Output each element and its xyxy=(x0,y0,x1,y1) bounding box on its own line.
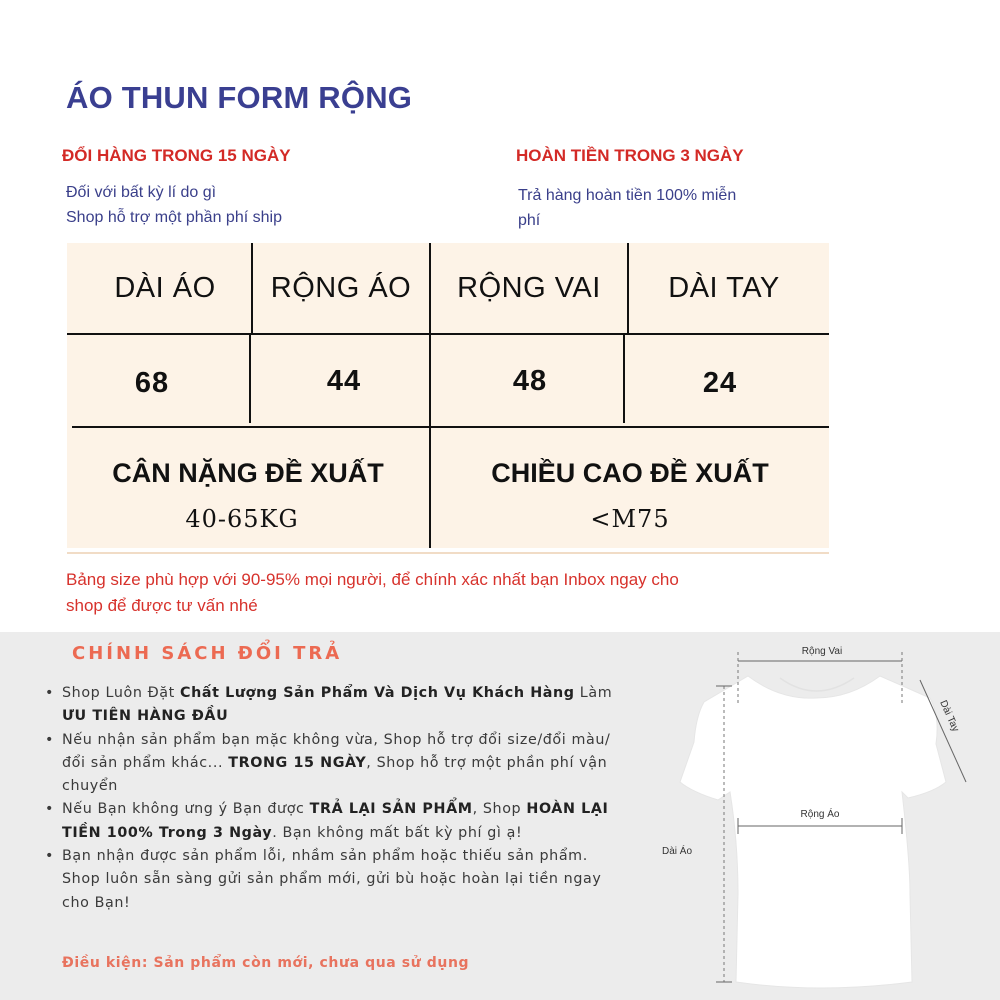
refund-line-1: Trả hàng hoàn tiền 100% miễn xyxy=(518,187,737,204)
list-item xyxy=(43,729,613,799)
bullet: • xyxy=(45,731,55,748)
collar-line xyxy=(780,678,854,691)
length-label: Dài Áo xyxy=(662,846,693,857)
weight-label: CÂN NẶNG ĐỀ XUẤT xyxy=(112,457,384,488)
table-divider xyxy=(72,426,829,428)
policy-text: Shop Luôn Đặt xyxy=(62,685,181,701)
header-sleeve-length: DÀI TAY xyxy=(668,271,780,304)
header-shoulder-width: RỘNG VAI xyxy=(457,271,601,304)
list-item xyxy=(43,682,613,729)
list-item xyxy=(43,798,613,845)
size-table xyxy=(67,243,829,548)
height-label: CHIỀU CAO ĐỀ XUẤT xyxy=(491,457,769,488)
bullet: • xyxy=(45,801,55,818)
page-title: ÁO THUN FORM RỘNG xyxy=(66,80,413,115)
refund-text xyxy=(518,183,736,233)
value-shoulder-width: 48 xyxy=(512,364,548,397)
table-divider xyxy=(67,333,829,335)
policy-text: Làm xyxy=(574,685,613,701)
policy-bold: Chất Lượng Sản Phẩm Và Dịch Vụ Khách Hàng xyxy=(180,685,575,701)
value-length: 68 xyxy=(134,366,170,399)
weight-value: 40-65KG xyxy=(185,505,299,533)
policy-text: . Bạn không mất bất kỳ phí gì ạ! xyxy=(272,824,523,841)
tshirt-icon xyxy=(680,676,946,988)
chest-label: Rộng Áo xyxy=(800,809,840,820)
policy-bold: TRONG 15 NGÀY xyxy=(228,754,367,771)
header-chest-width: RỘNG ÁO xyxy=(270,271,412,304)
policy-list xyxy=(43,682,613,915)
shoulder-label: Rộng Vai xyxy=(801,646,843,657)
tshirt-size-diagram xyxy=(640,632,980,1000)
refund-line-2: phí xyxy=(518,212,541,229)
policy-bold: HOÀN LẠI TIỀN 100% Trong 3 Ngày xyxy=(62,801,609,841)
size-note-line-1: Bảng size phù hợp với 90-95% mọi người, để chính xác nhất bạn Inbox ngay cho xyxy=(66,570,679,589)
policy-text: , Shop hỗ trợ một phần phí vận chuyển xyxy=(62,754,608,795)
divider xyxy=(67,552,829,554)
header-length: DÀI ÁO xyxy=(114,271,216,304)
list-item xyxy=(43,845,613,915)
table-divider xyxy=(249,335,251,423)
exchange-line-1: Đối với bất kỳ lí do gì xyxy=(66,184,217,201)
bullet: • xyxy=(45,685,55,701)
policy-text: Nếu nhận sản phẩm bạn mặc không vừa, Shop hỗ trợ đổi size/đổi màu/đổi sản phẩm khác... xyxy=(62,731,611,771)
exchange-heading: ĐỔI HÀNG TRONG 15 NGÀY xyxy=(62,146,291,165)
value-sleeve-length: 24 xyxy=(702,366,738,399)
bullet: • xyxy=(45,848,55,865)
sleeve-label: Dài Tay xyxy=(937,698,961,734)
size-note-line-2: shop để được tư vấn nhé xyxy=(66,596,258,615)
policy-text: Bạn nhận được sản phẩm lỗi, nhầm sản phẩm hoặc thiếu sản phẩm. Shop luôn sẵn sàng gửi sản phẩm mới, gửi bù hoặc hoàn lại tiền ngay cho Bạn! xyxy=(62,848,602,911)
height-value: <M75 xyxy=(590,505,670,533)
exchange-text xyxy=(66,180,282,230)
size-note xyxy=(66,567,826,619)
exchange-line-2: Shop hỗ trợ một phần phí ship xyxy=(66,209,282,226)
refund-heading: HOÀN TIỀN TRONG 3 NGÀY xyxy=(516,146,744,165)
policy-text: Nếu Bạn không ưng ý Bạn được xyxy=(62,801,310,818)
value-chest-width: 44 xyxy=(326,364,362,397)
policy-bold: ƯU TIÊN HÀNG ĐẦU xyxy=(62,708,229,725)
policy-text: , Shop xyxy=(472,801,527,818)
policy-bold: TRẢ LẠI SẢN PHẨM xyxy=(309,801,473,818)
policy-condition: Điều kiện: Sản phẩm còn mới, chưa qua sử dụng xyxy=(62,955,470,971)
policy-title: CHÍNH SÁCH ĐỔI TRẢ xyxy=(72,643,343,664)
table-divider xyxy=(623,335,625,423)
